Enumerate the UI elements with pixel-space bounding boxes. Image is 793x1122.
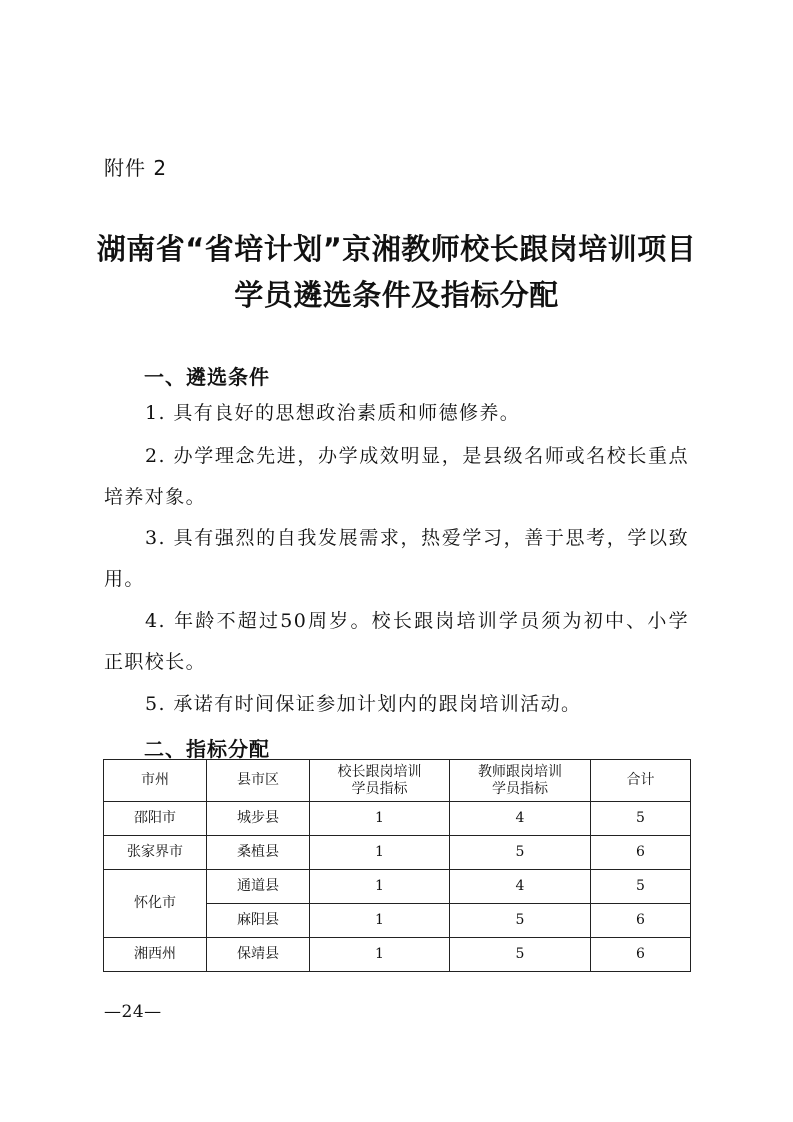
header-principal-quota [310,760,450,802]
cell-county: 麻阳县 [207,904,310,938]
criteria-item-1: 1. 具有良好的思想政治素质和师德修养。 [145,402,521,424]
cell-principal-quota: 1 [310,836,450,870]
cell-county: 保靖县 [207,938,310,972]
header-total: 合计 [591,760,691,802]
table-row [104,802,691,836]
header-city: 市州 [104,760,207,802]
header-teacher-quota [450,760,591,802]
cell-total: 6 [591,836,691,870]
header-county: 县市区 [207,760,310,802]
cell-city-merged: 怀化市 [104,870,207,938]
cell-total: 5 [591,802,691,836]
cell-city: 邵阳市 [104,802,207,836]
cell-county: 城步县 [207,802,310,836]
quota-table [103,759,691,972]
table-row [104,938,691,972]
section-heading-quota-allocation: 二、指标分配 [144,737,270,761]
criteria-item-3: 3. 具有强烈的自我发展需求，热爱学习，善于思考，学以致用。 [104,527,689,590]
page-number: —24— [104,1002,162,1022]
cell-principal-quota: 1 [310,904,450,938]
cell-city: 张家界市 [104,836,207,870]
table-header-row [104,760,691,802]
document-title-line-2: 学员遴选条件及指标分配 [234,278,559,312]
cell-teacher-quota: 4 [450,802,591,836]
header-teacher-quota-line-1: 教师跟岗培训 [478,763,562,780]
cell-total: 5 [591,870,691,904]
document-title-line-1: 湖南省“省培计划”京湘教师校长跟岗培训项目 [96,232,697,266]
cell-principal-quota: 1 [310,870,450,904]
cell-teacher-quota: 5 [450,938,591,972]
header-teacher-quota-line-2: 学员指标 [492,780,548,797]
cell-principal-quota: 1 [310,802,450,836]
cell-teacher-quota: 5 [450,904,591,938]
criteria-item-4: 4. 年龄不超过50周岁。校长跟岗培训学员须为初中、小学正职校长。 [104,610,689,673]
header-principal-quota-line-2: 学员指标 [351,780,408,797]
cell-city: 湘西州 [104,938,207,972]
criteria-item-5: 5. 承诺有时间保证参加计划内的跟岗培训活动。 [145,693,582,715]
table-row [104,836,691,870]
section-heading-selection-criteria: 一、遴选条件 [144,365,270,389]
cell-teacher-quota: 5 [450,836,591,870]
header-principal-quota-line-1: 校长跟岗培训 [337,763,422,780]
cell-county: 桑植县 [207,836,310,870]
cell-total: 6 [591,904,691,938]
attachment-label: 附件 2 [104,156,168,180]
cell-county: 通道县 [207,870,310,904]
cell-teacher-quota: 4 [450,870,591,904]
table-row [104,870,691,904]
cell-total: 6 [591,938,691,972]
criteria-item-2: 2. 办学理念先进，办学成效明显，是县级名师或名校长重点培养对象。 [104,445,689,508]
cell-principal-quota: 1 [310,938,450,972]
